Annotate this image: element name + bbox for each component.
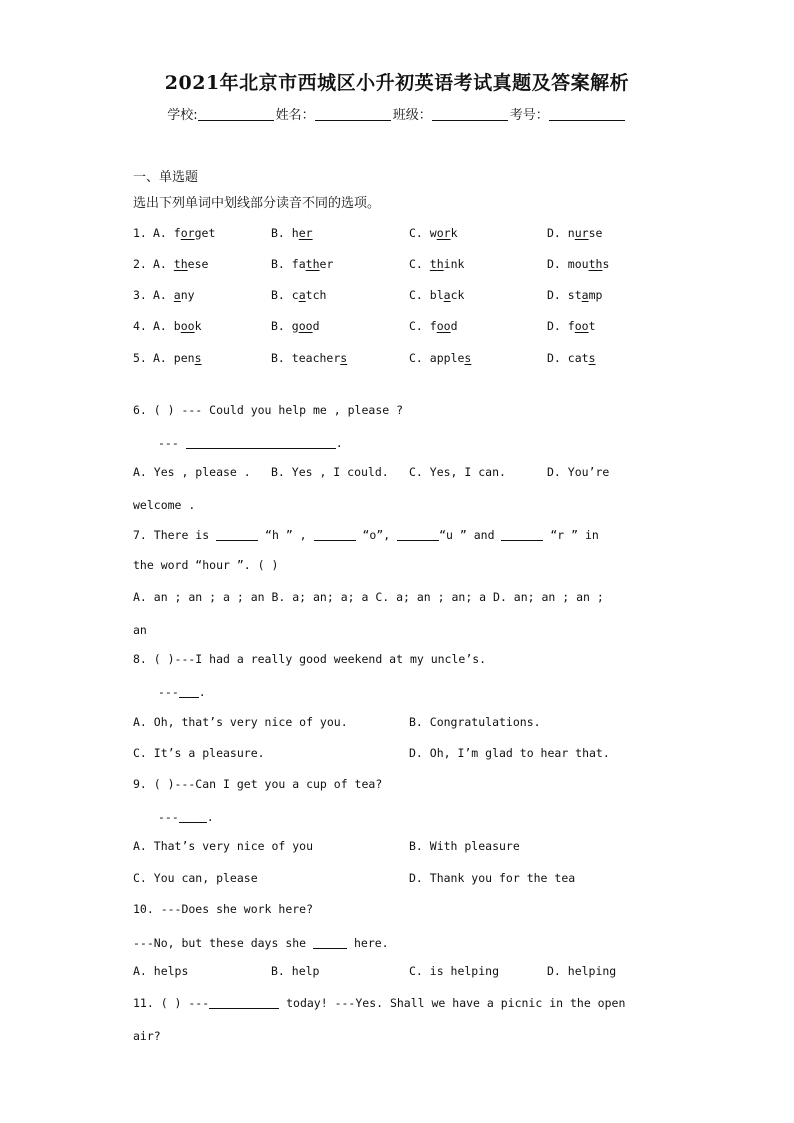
underlined-part: or <box>180 226 195 240</box>
option-d: D. Oh, I’m glad to hear that. <box>409 746 610 760</box>
underlined-part: s <box>194 351 202 365</box>
underlined-part: oo <box>180 319 195 333</box>
underlined-part: oo <box>574 319 589 333</box>
option-d: D. nurse <box>547 226 603 240</box>
name-label: 姓名： <box>275 108 315 123</box>
option-c: C. black <box>409 288 465 302</box>
reply-line: ---No, but these days she here. <box>133 936 389 950</box>
question-stem: 9. ( )---Can I get you a cup of tea? <box>133 777 383 791</box>
option-a: A. these <box>153 257 209 271</box>
underlined-part: ur <box>574 226 589 240</box>
option-c: C. food <box>409 319 458 333</box>
question-stem: 6. ( ) --- Could you help me , please ? <box>133 403 404 417</box>
underlined-part: a <box>298 288 306 302</box>
section-instruction: 选出下列单词中划线部分读音不同的选项。 <box>133 196 381 211</box>
option-b: B. good <box>271 319 320 333</box>
question-stem: 11. ( ) --- today! ---Yes. Shall we have a picnic in the open <box>133 996 626 1010</box>
class-label: 班级： <box>392 108 432 123</box>
option-a: A. Yes , please . <box>133 465 251 479</box>
option-d: D. Thank you for the tea <box>409 871 576 885</box>
answer-blank <box>216 527 258 541</box>
option-a: A. Oh, that’s very nice of you. <box>133 715 348 729</box>
underlined-part: s <box>340 351 348 365</box>
underlined-part: a <box>173 288 181 302</box>
option-b: B. her <box>271 226 313 240</box>
answer-blank <box>501 527 543 541</box>
underlined-part: th <box>588 257 603 271</box>
option-c: C. work <box>409 226 458 240</box>
underlined-part: th <box>305 257 320 271</box>
question-number: 3. <box>133 288 147 302</box>
question-stem-continued: the word “hour ”. ( ) <box>133 558 279 572</box>
question-number: 1. <box>133 226 147 240</box>
underlined-part: oo <box>436 319 451 333</box>
school-blank <box>198 107 274 121</box>
answer-blank <box>179 684 199 698</box>
option-a: A. forget <box>153 226 216 240</box>
option-d: D. foot <box>547 319 596 333</box>
page-title: 2021年北京市西城区小升初英语考试真题及答案解析 <box>164 72 630 94</box>
option-b: B. father <box>271 257 334 271</box>
option-c: C. Yes, I can. <box>409 465 506 479</box>
option-d: D. You’re <box>547 465 610 479</box>
question-stem: 8. ( )---I had a really good weekend at my uncle’s. <box>133 652 487 666</box>
underlined-part: a <box>443 288 451 302</box>
option-a: A. That’s very nice of you <box>133 839 314 853</box>
number-label: 考号： <box>509 108 549 123</box>
option-d: D. cats <box>547 351 596 365</box>
option-a: A. pens <box>153 351 202 365</box>
option-d: D. helping <box>547 964 617 978</box>
number-blank <box>549 107 625 121</box>
underlined-part: s <box>588 351 596 365</box>
answer-blank <box>209 995 279 1009</box>
option-c: C. You can, please <box>133 871 258 885</box>
underlined-part: er <box>298 226 313 240</box>
question-number: 5. <box>133 351 147 365</box>
question-stem-continued: air? <box>133 1029 161 1043</box>
option-a: A. any <box>153 288 195 302</box>
question-stem: 10. ---Does she work here? <box>133 902 314 916</box>
underlined-part: th <box>429 257 444 271</box>
reply-line: --- . <box>158 810 214 824</box>
option-d: D. stamp <box>547 288 603 302</box>
option-d: D. mouths <box>547 257 610 271</box>
reply-line: --- . <box>158 685 206 699</box>
question-number: 4. <box>133 319 147 333</box>
option-b: B. With pleasure <box>409 839 520 853</box>
question-stem: 7. There is “h ” , “o”, “u ” and “r ” in <box>133 528 599 542</box>
option-b: B. teachers <box>271 351 348 365</box>
section-heading: 一、单选题 <box>133 170 199 185</box>
reply-line: --- . <box>158 436 343 450</box>
option-a: A. helps <box>133 964 189 978</box>
student-info-line <box>0 104 794 123</box>
underlined-part: or <box>436 226 451 240</box>
underlined-part: a <box>581 288 589 302</box>
option-b: B. catch <box>271 288 327 302</box>
answer-blank <box>313 935 347 949</box>
option-c: C. think <box>409 257 465 271</box>
option-b: B. Yes , I could. <box>271 465 389 479</box>
answer-blank <box>186 435 336 449</box>
question-number: 2. <box>133 257 147 271</box>
answer-blank <box>397 527 439 541</box>
option-c: C. is helping <box>409 964 500 978</box>
option-c: C. It’s a pleasure. <box>133 746 265 760</box>
option-b: B. help <box>271 964 320 978</box>
answer-blank <box>179 809 207 823</box>
option-d-continued: welcome . <box>133 498 196 512</box>
school-label: 学校: <box>167 108 198 123</box>
answer-blank <box>314 527 356 541</box>
underlined-part: s <box>464 351 472 365</box>
option-c: C. apples <box>409 351 472 365</box>
underlined-part: oo <box>298 319 313 333</box>
class-blank <box>432 107 508 121</box>
name-blank <box>315 107 391 121</box>
underlined-part: th <box>173 257 188 271</box>
option-a: A. book <box>153 319 202 333</box>
option-b: B. Congratulations. <box>409 715 541 729</box>
option-d-continued: an <box>133 623 147 637</box>
options-line: A. an ; an ; a ; an B. a; an; a; a C. a; an ; an; a D. an; an ; an ; <box>133 590 604 604</box>
